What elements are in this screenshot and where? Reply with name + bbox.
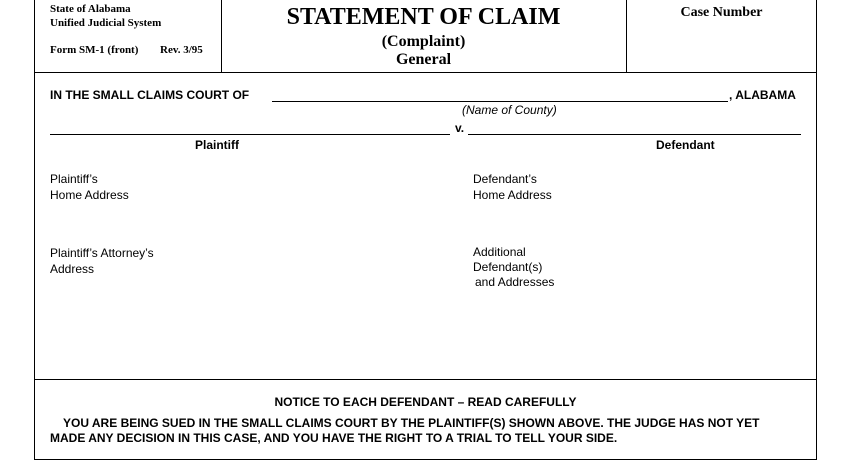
notice-heading: NOTICE TO EACH DEFENDANT – READ CAREFULLY xyxy=(274,395,577,409)
defendant-underline xyxy=(468,134,801,135)
plaintiff-home-address-label xyxy=(50,171,129,203)
notice-paragraph-line2: MADE ANY DECISION IN THIS CASE, AND YOU HAVE THE RIGHT TO A TRIAL TO TELL YOUR SIDE. xyxy=(50,431,618,445)
defendant-home-address-label xyxy=(473,171,552,203)
additional-defendants-line2: Defendant(s) xyxy=(473,260,543,274)
plaintiff-home-address-line1: Plaintiff’s xyxy=(50,172,98,186)
plaintiff-attorney-address-line1: Plaintiff’s Attorney’s xyxy=(50,246,154,260)
plaintiff-input[interactable] xyxy=(50,119,450,134)
header-bottom-rule xyxy=(34,72,817,73)
agency-line-2: Unified Judicial System xyxy=(50,17,162,29)
defendant-input[interactable] xyxy=(468,119,801,134)
form-frame xyxy=(34,0,817,460)
additional-defendants-line3: and Addresses xyxy=(475,275,555,289)
plaintiff-home-address-input[interactable] xyxy=(150,166,450,226)
defendant-home-address-line1: Defendant’s xyxy=(473,172,537,186)
defendant-home-address-input[interactable] xyxy=(580,166,805,226)
plaintiff-attorney-address-label xyxy=(50,245,154,277)
notice-top-rule xyxy=(34,379,817,380)
additional-defendants-label xyxy=(473,245,554,290)
county-underline xyxy=(272,101,728,102)
plaintiff-attorney-address-line2: Address xyxy=(50,262,95,276)
agency-line-1: State of Alabama xyxy=(50,3,131,15)
case-number-input[interactable] xyxy=(636,26,808,64)
plaintiff-home-address-line2: Home Address xyxy=(50,188,129,202)
form-id: Form SM-1 (front) xyxy=(50,44,139,56)
additional-defendants-input[interactable] xyxy=(580,240,805,370)
case-number-label: Case Number xyxy=(680,5,763,20)
plaintiff-underline xyxy=(50,134,450,135)
county-name-input[interactable] xyxy=(272,86,728,101)
court-prefix: IN THE SMALL CLAIMS COURT OF xyxy=(50,88,250,102)
additional-defendants-line1: Additional xyxy=(473,245,526,259)
form-subtitle-general: General xyxy=(395,51,452,68)
notice-paragraph-line1: YOU ARE BEING SUED IN THE SMALL CLAIMS COURT BY THE PLAINTIFF(S) SHOWN ABOVE. THE JUDGE HAS NOT YET xyxy=(63,416,760,430)
county-caption: (Name of County) xyxy=(462,103,557,117)
form-title: STATEMENT OF CLAIM xyxy=(286,4,561,30)
form-revision: Rev. 3/95 xyxy=(160,44,203,56)
plaintiff-caption: Plaintiff xyxy=(195,138,239,152)
versus-label: v. xyxy=(455,121,465,135)
form-subtitle-complaint: (Complaint) xyxy=(381,33,466,50)
plaintiff-attorney-address-input[interactable] xyxy=(185,240,450,350)
court-suffix: , ALABAMA xyxy=(729,88,796,102)
defendant-home-address-line2: Home Address xyxy=(473,188,552,202)
defendant-caption: Defendant xyxy=(656,138,715,152)
